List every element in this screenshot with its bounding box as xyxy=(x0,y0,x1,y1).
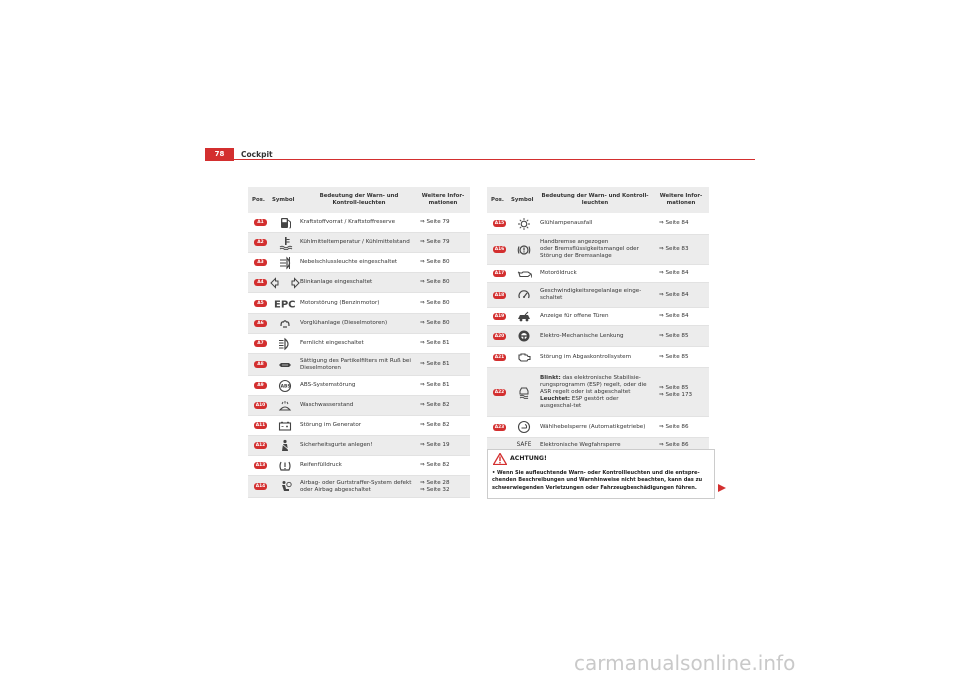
position-badge: A16 xyxy=(494,247,505,252)
col-info: Weitere Infor-mationen xyxy=(421,193,465,206)
row-symbol xyxy=(270,293,300,313)
row-symbol xyxy=(511,265,537,282)
door-open-icon xyxy=(517,310,532,324)
row-position xyxy=(493,235,509,264)
row-info-link[interactable]: ⇒ Seite 82 xyxy=(420,462,450,468)
rear-fog-light-icon xyxy=(278,256,293,270)
row-position xyxy=(254,334,270,353)
position-badge: A23 xyxy=(494,424,505,430)
row-symbol xyxy=(511,347,537,367)
row-position xyxy=(254,233,270,252)
row-meaning: Störung im Generator xyxy=(300,422,362,428)
row-position xyxy=(493,283,509,307)
position-badge: A18 xyxy=(494,292,505,298)
warning-box xyxy=(487,449,715,499)
row-symbol xyxy=(511,213,537,234)
washer-fluid-icon xyxy=(278,399,293,413)
row-meaning: Elektro-Mechanische Lenkung xyxy=(540,332,624,339)
coolant-temperature-icon xyxy=(278,236,293,250)
warning-text xyxy=(492,470,710,492)
row-symbol xyxy=(511,417,537,437)
row-info-link[interactable]: ⇒ Seite 84 xyxy=(659,270,689,276)
warning-lights-table-right xyxy=(487,187,709,453)
row-info-link[interactable]: ⇒ Seite 82 xyxy=(420,402,450,408)
row-meaning: Elektronische Wegfahrsperre xyxy=(540,441,621,448)
table-row xyxy=(248,314,470,334)
row-meaning: Motoröldruck xyxy=(540,270,577,276)
position-badge: A19 xyxy=(494,314,505,319)
row-position xyxy=(254,416,270,435)
row-meaning: ABS-Systemstörung xyxy=(300,382,356,388)
position-badge: A7 xyxy=(254,340,267,347)
row-symbol xyxy=(270,253,300,272)
row-info-link[interactable]: ⇒ Seite 86 xyxy=(659,441,689,448)
row-meaning: Anzeige für offene Türen xyxy=(540,313,609,319)
row-symbol xyxy=(511,283,537,307)
row-position xyxy=(254,456,270,475)
epc-icon xyxy=(273,296,297,310)
row-meaning: Motorstörung (Benzinmotor) xyxy=(300,299,380,306)
row-info-link[interactable]: ⇒ Seite 81 xyxy=(420,361,450,367)
row-symbol xyxy=(511,368,537,416)
row-position xyxy=(493,368,509,416)
table-row xyxy=(248,476,470,498)
position-badge: A15 xyxy=(494,221,505,226)
table-row xyxy=(487,308,709,326)
row-symbol xyxy=(270,354,300,375)
table-header xyxy=(248,187,470,213)
warning-title: ACHTUNG! xyxy=(510,455,547,462)
position-badge: A1 xyxy=(254,219,267,226)
fuel-icon xyxy=(278,216,293,230)
brake-icon xyxy=(517,243,532,257)
particulate-filter-icon xyxy=(278,358,293,372)
row-symbol xyxy=(270,213,300,232)
row-symbol xyxy=(270,456,300,475)
tyre-pressure-icon xyxy=(278,459,293,473)
row-meaning: Nebelschlussleuchte eingeschaltet xyxy=(300,259,398,265)
warning-lights-table-left xyxy=(248,187,470,498)
row-position xyxy=(254,314,270,333)
table-row xyxy=(248,233,470,253)
row-meaning: Blinkt: das elektronische Stabilisie-rungsprogramm (ESP) regelt, oder die ASR regelt oder ist abgeschaltet Leuchtet: ESP gestört oder ausgeschal-tet xyxy=(540,374,647,409)
abs-icon xyxy=(278,379,293,393)
row-symbol xyxy=(270,396,300,415)
position-badge: A10 xyxy=(255,403,266,408)
bullet: • xyxy=(492,470,496,476)
col-meaning: Bedeutung der Warn- und Kontroll-leuchten xyxy=(319,193,399,206)
row-info-link[interactable]: ⇒ Seite 85 xyxy=(659,353,689,360)
row-symbol xyxy=(270,376,300,395)
row-symbol xyxy=(270,273,300,292)
row-meaning: Waschwasserstand xyxy=(300,402,354,408)
row-meaning: Airbag- oder Gurtstraffer-System defekt oder Airbag abgeschaltet xyxy=(300,479,412,493)
row-info-link[interactable]: ⇒ Seite 79 xyxy=(420,239,450,245)
row-meaning: Handbremse angezogen oder Bremsflüssigkeitsmangel oder Störung der Bremsanlage xyxy=(540,239,639,259)
col-symbol: Symbol xyxy=(511,196,534,203)
col-pos: Pos. xyxy=(252,196,265,203)
col-meaning: Bedeutung der Warn- und Kontroll-leuchten xyxy=(541,193,649,206)
position-badge: A8 xyxy=(254,361,267,368)
row-symbol xyxy=(511,235,537,264)
row-info-link[interactable]: ⇒ Seite 84 xyxy=(659,313,689,319)
position-badge: A11 xyxy=(255,423,266,428)
position-badge: A5 xyxy=(254,300,267,307)
warning-body: Wenn Sie aufleuchtende Warn- oder Kontrollleuchten und die entspre-chenden Beschreibungen und Warnhinweise nicht beachten, kann das zu schwerwiegenden Verletzungen oder Fahrzeugbeschädigungen führen. xyxy=(492,470,703,491)
row-meaning: Sicherheitsgurte anlegen! xyxy=(300,442,373,448)
table-row xyxy=(248,436,470,456)
table-row xyxy=(248,396,470,416)
row-info-link[interactable]: ⇒ Seite 81 xyxy=(420,340,450,346)
row-info-link[interactable]: ⇒ Seite 80 xyxy=(420,320,450,326)
row-symbol xyxy=(270,436,300,455)
row-position xyxy=(493,213,509,234)
row-position xyxy=(254,213,270,232)
table-row xyxy=(487,213,709,235)
position-badge: A14 xyxy=(255,484,266,489)
row-position xyxy=(254,376,270,395)
col-symbol: Symbol xyxy=(272,196,295,203)
row-symbol xyxy=(270,334,300,353)
row-meaning: Blinkanlage eingeschaltet xyxy=(300,279,373,285)
row-meaning: Kühlmitteltemperatur / Kühlmittelstand xyxy=(300,239,410,245)
position-badge: A12 xyxy=(255,443,266,448)
row-position xyxy=(254,396,270,415)
glow-plug-icon xyxy=(278,317,293,331)
row-info-link[interactable]: ⇒ Seite 83 xyxy=(659,246,689,252)
row-position xyxy=(493,326,509,346)
row-meaning: Kraftstoffvorrat / Kraftstoffreserve xyxy=(300,219,396,225)
row-meaning: Wählhebelsperre (Automatikgetriebe) xyxy=(540,423,646,430)
position-badge: A4 xyxy=(254,279,267,286)
position-badge: A13 xyxy=(255,463,266,468)
row-info-link[interactable]: ⇒ Seite 28 ⇒ Seite 32 xyxy=(420,479,450,493)
header-rule xyxy=(234,159,755,160)
table-row xyxy=(487,283,709,308)
table-row xyxy=(487,265,709,283)
table-row xyxy=(248,273,470,293)
position-badge: A17 xyxy=(494,271,505,276)
col-info: Weitere Infor-mationen xyxy=(659,193,703,206)
row-position xyxy=(254,354,270,375)
table-row xyxy=(487,326,709,347)
engine-emission-icon xyxy=(517,350,532,364)
row-info-link[interactable]: ⇒ Seite 82 xyxy=(420,422,450,428)
row-symbol xyxy=(270,416,300,435)
row-info-link[interactable]: ⇒ Seite 79 xyxy=(420,219,450,225)
table-row xyxy=(248,354,470,376)
position-badge: A20 xyxy=(494,333,505,339)
row-info-link[interactable]: ⇒ Seite 19 xyxy=(420,442,450,448)
row-meaning: Sättigung des Partikelfilters mit Ruß bei Dieselmotoren xyxy=(300,357,411,371)
row-info-link[interactable]: ⇒ Seite 84 xyxy=(659,220,689,226)
esp-icon xyxy=(517,385,532,399)
row-info-link[interactable]: ⇒ Seite 85 ⇒ Seite 173 xyxy=(659,385,693,398)
seatbelt-icon xyxy=(278,439,293,453)
page-title: Cockpit xyxy=(241,150,273,159)
row-position xyxy=(493,417,509,437)
table-row xyxy=(487,368,709,417)
row-meaning: Störung im Abgaskontrollsystem xyxy=(540,353,632,360)
position-badge: A2 xyxy=(254,239,267,246)
svg-text:ABS: ABS xyxy=(280,384,291,390)
page-number: 78 xyxy=(205,148,234,161)
cruise-control-icon xyxy=(517,288,532,302)
row-position xyxy=(493,308,509,325)
position-badge: A21 xyxy=(494,354,505,360)
position-badge: A6 xyxy=(254,320,267,327)
table-row xyxy=(248,456,470,476)
table-row xyxy=(487,417,709,438)
row-info-link[interactable]: ⇒ Seite 84 xyxy=(659,291,689,298)
row-meaning: Glühlampenausfall xyxy=(540,220,593,226)
position-badge: A22 xyxy=(494,389,505,395)
table-row xyxy=(248,253,470,273)
table-row xyxy=(248,293,470,314)
row-info-link[interactable]: ⇒ Seite 81 xyxy=(420,382,450,388)
row-symbol xyxy=(270,314,300,333)
selector-lever-icon xyxy=(517,420,532,434)
bulb-failure-icon xyxy=(517,217,532,231)
row-position xyxy=(493,347,509,367)
row-info-link[interactable]: ⇒ Seite 80 xyxy=(420,299,450,306)
row-symbol xyxy=(270,476,300,497)
table-header xyxy=(487,187,709,213)
row-symbol xyxy=(270,233,300,252)
row-position xyxy=(254,273,270,292)
row-symbol xyxy=(511,308,537,325)
safe-label: SAFE xyxy=(516,441,532,448)
row-info-link[interactable]: ⇒ Seite 80 xyxy=(420,259,450,265)
table-row xyxy=(487,347,709,368)
table-row xyxy=(248,334,470,354)
row-position xyxy=(254,293,270,313)
high-beam-icon xyxy=(278,337,293,351)
steering-icon xyxy=(517,329,532,343)
watermark: carmanualsonline.info xyxy=(574,651,796,675)
table-row xyxy=(487,235,709,265)
row-meaning: Geschwindigkeitsregelanlage einge-schaltet xyxy=(540,288,642,301)
row-position xyxy=(254,476,270,497)
warning-triangle-icon xyxy=(493,453,507,465)
svg-text:EPC: EPC xyxy=(274,299,296,310)
row-meaning: Vorglühanlage (Dieselmotoren) xyxy=(300,320,388,326)
position-badge: A9 xyxy=(254,382,267,389)
table-row xyxy=(248,416,470,436)
page-header xyxy=(205,148,755,161)
oil-pressure-icon xyxy=(517,267,532,281)
col-pos: Pos. xyxy=(491,196,504,203)
table-row xyxy=(248,213,470,233)
row-position xyxy=(254,253,270,272)
position-badge: A3 xyxy=(254,259,267,266)
table-row xyxy=(248,376,470,396)
row-position xyxy=(493,265,509,282)
row-position xyxy=(254,436,270,455)
row-meaning: Reifenfülldruck xyxy=(300,462,342,468)
row-symbol xyxy=(511,326,537,346)
continue-arrow-icon xyxy=(718,484,726,492)
battery-icon xyxy=(278,419,293,433)
row-info-link[interactable]: ⇒ Seite 80 xyxy=(420,279,450,285)
row-info-link[interactable]: ⇒ Seite 85 xyxy=(659,332,689,339)
row-meaning: Fernlicht eingeschaltet xyxy=(300,340,364,346)
row-info-link[interactable]: ⇒ Seite 86 xyxy=(659,423,689,430)
turn-signal-icon xyxy=(270,276,300,290)
airbag-icon xyxy=(278,480,293,494)
